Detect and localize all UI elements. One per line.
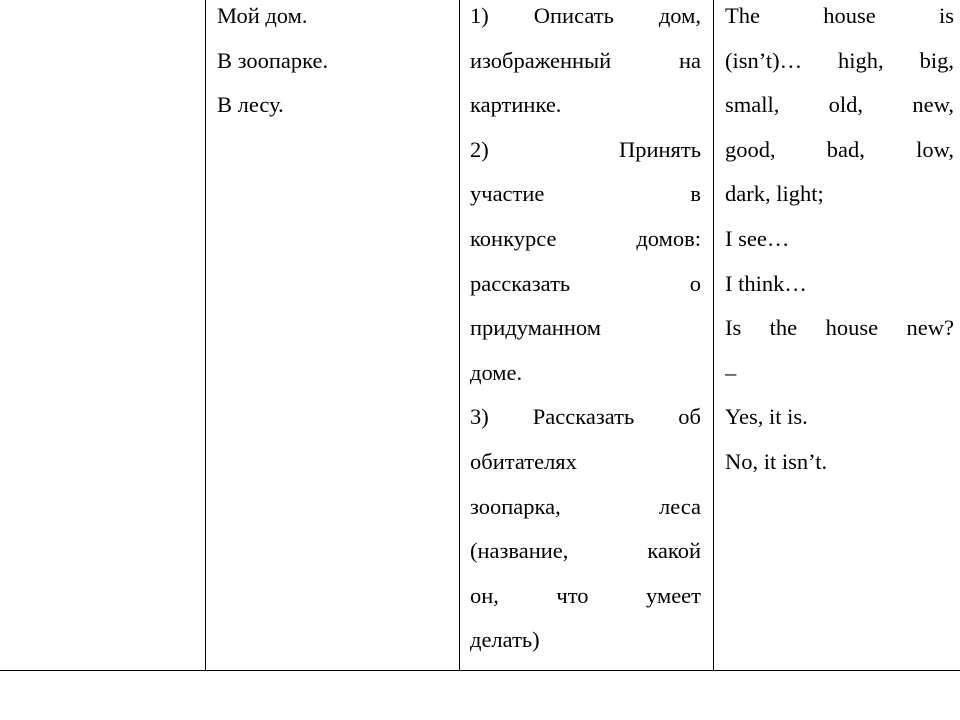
language-line: I see… bbox=[725, 225, 790, 251]
language-line: The house is bbox=[725, 3, 954, 28]
language-line: – bbox=[725, 359, 737, 385]
topic-line: В зоопарке. bbox=[217, 47, 329, 73]
table-bottom-border bbox=[0, 670, 960, 671]
tasks-line: картинке. bbox=[470, 92, 562, 118]
tasks-line: обитателях bbox=[470, 448, 577, 474]
tasks-line: изображенный на bbox=[470, 47, 701, 73]
column-divider-1 bbox=[205, 0, 206, 670]
tasks-line: участие в bbox=[470, 181, 701, 207]
tasks-line: зоопарка, леса bbox=[470, 493, 701, 519]
tasks-line: 1) Описать дом, bbox=[470, 3, 701, 28]
topic-cell bbox=[217, 0, 453, 134]
tasks-line: делать) bbox=[470, 627, 540, 653]
tasks-line: он, что умеет bbox=[470, 582, 701, 608]
tasks-line: конкурсе домов: bbox=[470, 225, 701, 251]
tasks-line: 3) Рассказать об bbox=[470, 404, 701, 430]
language-line: good, bad, low, bbox=[725, 136, 954, 162]
tasks-line: (название, какой bbox=[470, 538, 701, 564]
tasks-line: доме. bbox=[470, 359, 523, 385]
tasks-cell bbox=[470, 0, 701, 669]
language-cell bbox=[725, 0, 954, 491]
tasks-line: рассказать о bbox=[470, 270, 701, 296]
language-line: No, it isn’t. bbox=[725, 448, 828, 474]
language-line: Yes, it is. bbox=[725, 404, 808, 430]
tasks-line: 2) Принять bbox=[470, 136, 701, 162]
language-line: I think… bbox=[725, 270, 807, 296]
column-divider-2 bbox=[459, 0, 460, 670]
column-divider-3 bbox=[713, 0, 714, 670]
tasks-line: придуманном bbox=[470, 315, 601, 341]
language-line: (isn’t)… high, big, bbox=[725, 47, 954, 73]
topic-line: Мой дом. bbox=[217, 3, 308, 28]
language-line: small, old, new, bbox=[725, 92, 954, 118]
topic-line: В лесу. bbox=[217, 92, 284, 118]
language-line: Is the house new? bbox=[725, 315, 954, 341]
language-line: dark, light; bbox=[725, 181, 824, 207]
